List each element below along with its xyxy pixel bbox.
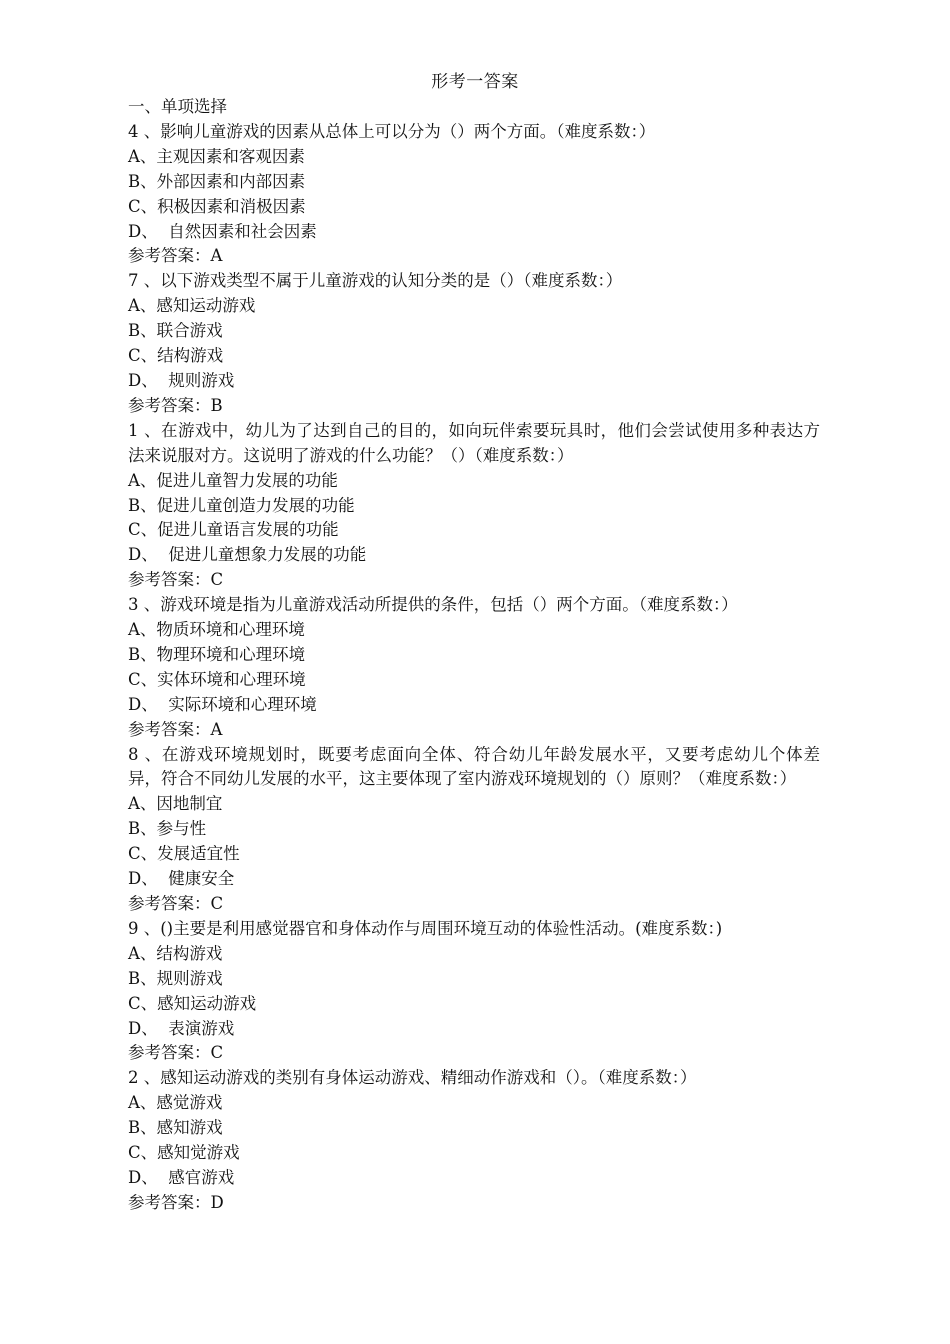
answer-line: 参考答案：C — [128, 570, 224, 590]
option-b: B、物理环境和心理环境 — [128, 644, 306, 664]
option-b: B、联合游戏 — [128, 321, 223, 341]
question-stem: 1 、在游戏中，幼儿为了达到自己的目的，如向玩伴索要玩具时，他们会尝试使用多种表达方法来说服对方。这说明了游戏的什么功能？（）（难度系数：） — [128, 420, 820, 465]
answer-line: 参考答案：C — [128, 894, 224, 913]
question-stem: 8 、在游戏环境规划时，既要考虑面向全体、符合幼儿年龄发展水平，又要考虑幼儿个体差异，符合不同幼儿发展的水平，这主要体现了室内游戏环境规划的（）原则？（难度系数：） — [128, 744, 820, 789]
question-stem: 2 、感知运动游戏的类别有身体运动游戏、精细动作游戏和（）。（难度系数：） — [128, 1068, 697, 1088]
answer-line: 参考答案：A — [128, 246, 223, 266]
question-block — [128, 120, 820, 269]
option-b: B、参与性 — [128, 819, 207, 839]
option-b: B、外部因素和内部因素 — [128, 171, 306, 191]
option-b: B、感知游戏 — [128, 1118, 223, 1138]
question-block — [128, 269, 820, 418]
option-a: A、主观因素和客观因素 — [128, 146, 305, 166]
option-d: D、 表演游戏 — [128, 1018, 235, 1038]
question-block — [128, 743, 820, 917]
option-c: C、感知运动游戏 — [128, 993, 257, 1013]
option-d: D、 自然因素和社会因素 — [128, 221, 317, 241]
option-c: C、促进儿童语言发展的功能 — [128, 520, 339, 540]
option-d: D、 促进儿童想象力发展的功能 — [128, 545, 367, 565]
question-stem: 4 、影响儿童游戏的因素从总体上可以分为（）两个方面。（难度系数：） — [128, 121, 656, 141]
question-stem: 9 、()主要是利用感觉器官和身体动作与周围环境互动的体验性活动。(难度系数：) — [128, 918, 723, 938]
question-stem: 3 、游戏环境是指为儿童游戏活动所提供的条件，包括（）两个方面。（难度系数：） — [128, 595, 738, 615]
option-a: A、因地制宜 — [128, 794, 223, 814]
option-d: D、 健康安全 — [128, 869, 235, 889]
option-c: C、结构游戏 — [128, 346, 224, 366]
section-heading: 一、单项选择 — [128, 97, 227, 116]
option-d: D、 实际环境和心理环境 — [128, 694, 317, 714]
answer-line: 参考答案：B — [128, 395, 223, 415]
document-content — [128, 95, 820, 1216]
page-title: 形考一答案 — [431, 72, 519, 92]
option-a: A、促进儿童智力发展的功能 — [128, 470, 338, 490]
question-block — [128, 917, 820, 1066]
question-stem: 7 、以下游戏类型不属于儿童游戏的认知分类的是（）（难度系数：） — [128, 271, 623, 291]
option-c: C、感知觉游戏 — [128, 1143, 240, 1163]
option-c: C、积极因素和消极因素 — [128, 196, 306, 216]
option-c: C、发展适宜性 — [128, 844, 240, 864]
answer-line: 参考答案：A — [128, 719, 223, 739]
option-a: A、感觉游戏 — [128, 1093, 223, 1113]
option-b: B、规则游戏 — [128, 968, 223, 988]
question-block — [128, 419, 820, 593]
option-a: A、结构游戏 — [128, 943, 223, 963]
answer-line: 参考答案：C — [128, 1043, 224, 1063]
option-a: A、物质环境和心理环境 — [128, 620, 305, 640]
answer-line: 参考答案：D — [128, 1192, 224, 1212]
option-d: D、 规则游戏 — [128, 370, 235, 390]
option-c: C、实体环境和心理环境 — [128, 669, 306, 689]
question-block — [128, 593, 820, 742]
option-d: D、 感官游戏 — [128, 1167, 235, 1187]
option-b: B、促进儿童创造力发展的功能 — [128, 495, 355, 515]
option-a: A、感知运动游戏 — [128, 296, 256, 316]
question-block — [128, 1066, 820, 1215]
